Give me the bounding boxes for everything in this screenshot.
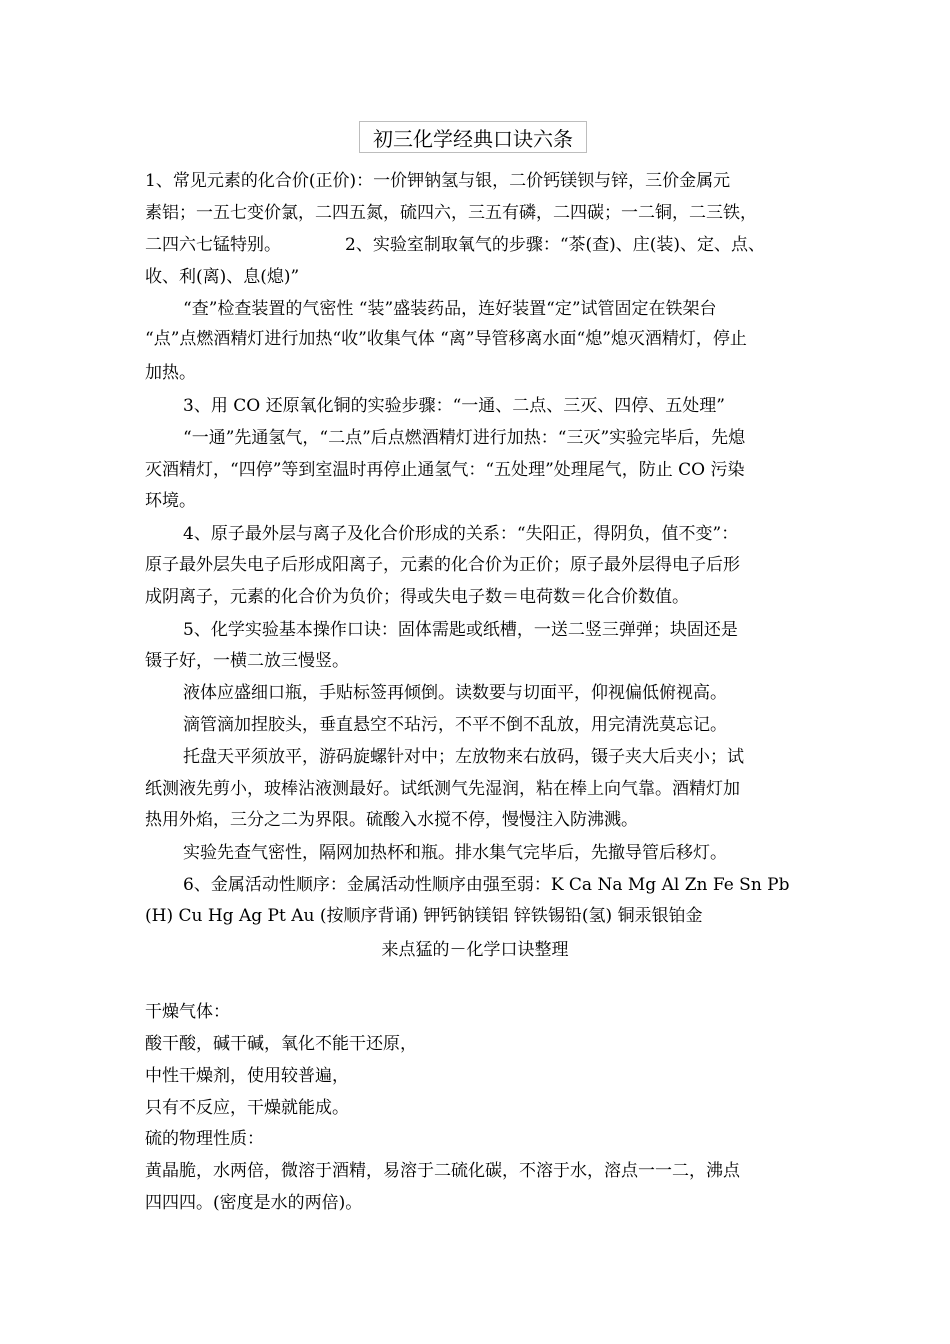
text-line: 热用外焰，三分之二为界限。硫酸入水搅不停，慢慢注入防沸溅。: [145, 810, 638, 830]
text-line: 硫的物理性质：: [145, 1129, 264, 1149]
text-line: “一通”先通氢气，“二点”后点燃酒精灯进行加热：“三灭”实验完毕后，先熄: [183, 428, 746, 448]
document-title: 初三化学经典口诀六条: [359, 121, 587, 153]
text-line: 托盘天平须放平，游码旋螺针对中；左放物来右放码，镊子夹大后夹小；试: [183, 747, 744, 767]
text-line: 酸干酸，碱干碱，氧化不能干还原，: [145, 1034, 417, 1054]
text-line: “点”点燃酒精灯进行加热“收”收集气体 “离”导管移离水面“熄”熄灭酒精灯，停止: [145, 329, 747, 349]
section-heading: 来点猛的－化学口诀整理: [381, 940, 569, 960]
text-line: 1、常见元素的化合价(正价)：一价钾钠氢与银，二价钙镁钡与锌，三价金属元: [145, 171, 731, 191]
text-line: 实验先查气密性，隔网加热杯和瓶。排水集气完毕后，先撤导管后移灯。: [183, 843, 727, 863]
text-line: 纸测液先剪小，玻棒沾液测最好。试纸测气先湿润，粘在棒上向气靠。酒精灯加: [145, 779, 740, 799]
text-line: 镊子好，一横二放三慢竖。: [145, 651, 349, 671]
text-line: 原子最外层失电子后形成阳离子，元素的化合价为正价；原子最外层得电子后形: [145, 555, 740, 575]
text-line: 干燥气体：: [145, 1002, 230, 1022]
text-line: 只有不反应，干燥就能成。: [145, 1098, 349, 1118]
text-line: 2、实验室制取氧气的步骤：“茶(查)、庄(装)、定、点、: [345, 235, 766, 255]
text-line: 四四四。(密度是水的两倍)。: [145, 1193, 363, 1213]
text-line: “查”检查装置的气密性 “装”盛装药品，连好装置“定”试管固定在铁架台: [183, 299, 717, 319]
text-line: 加热。: [145, 363, 196, 383]
text-line: 3、用 CO 还原氧化铜的实验步骤：“一通、二点、三灭、四停、五处理”: [183, 396, 725, 416]
text-line: 5、化学实验基本操作口诀：固体需匙或纸槽，一送二竖三弹弹；块固还是: [183, 620, 738, 640]
text-line: 二四六七锰特别。: [145, 235, 281, 255]
text-line: 中性干燥剂，使用较普遍，: [145, 1066, 349, 1086]
text-line: 4、原子最外层与离子及化合价形成的关系：“失阳正，得阴负，值不变”：: [183, 524, 739, 544]
text-line: 素铝；一五七变价氯，二四五氮，硫四六，三五有磷，二四碳；一二铜，二三铁，: [145, 203, 757, 223]
text-line: 成阴离子，元素的化合价为负价；得或失电子数＝电荷数＝化合价数值。: [145, 587, 689, 607]
text-line: 收、利(离)、息(熄)”: [145, 267, 300, 287]
text-line: 滴管滴加捏胶头，垂直悬空不玷污，不平不倒不乱放，用完清洗莫忘记。: [183, 715, 727, 735]
text-line: 灭酒精灯，“四停”等到室温时再停止通氢气：“五处理”处理尾气，防止 CO 污染: [145, 460, 745, 480]
text-line: 6、金属活动性顺序：金属活动性顺序由强至弱：K Ca Na Mg Al Zn Fe Sn Pb: [183, 875, 790, 895]
text-line: (H) Cu Hg Ag Pt Au (按顺序背诵) 钾钙钠镁铝 锌铁锡铅(氢) 铜汞银铂金: [145, 906, 703, 926]
text-line: 液体应盛细口瓶，手贴标签再倾倒。读数要与切面平，仰视偏低俯视高。: [183, 683, 727, 703]
text-line: 黄晶脆，水两倍，微溶于酒精，易溶于二硫化碳，不溶于水，溶点一一二，沸点: [145, 1161, 740, 1181]
text-line: 环境。: [145, 491, 196, 511]
